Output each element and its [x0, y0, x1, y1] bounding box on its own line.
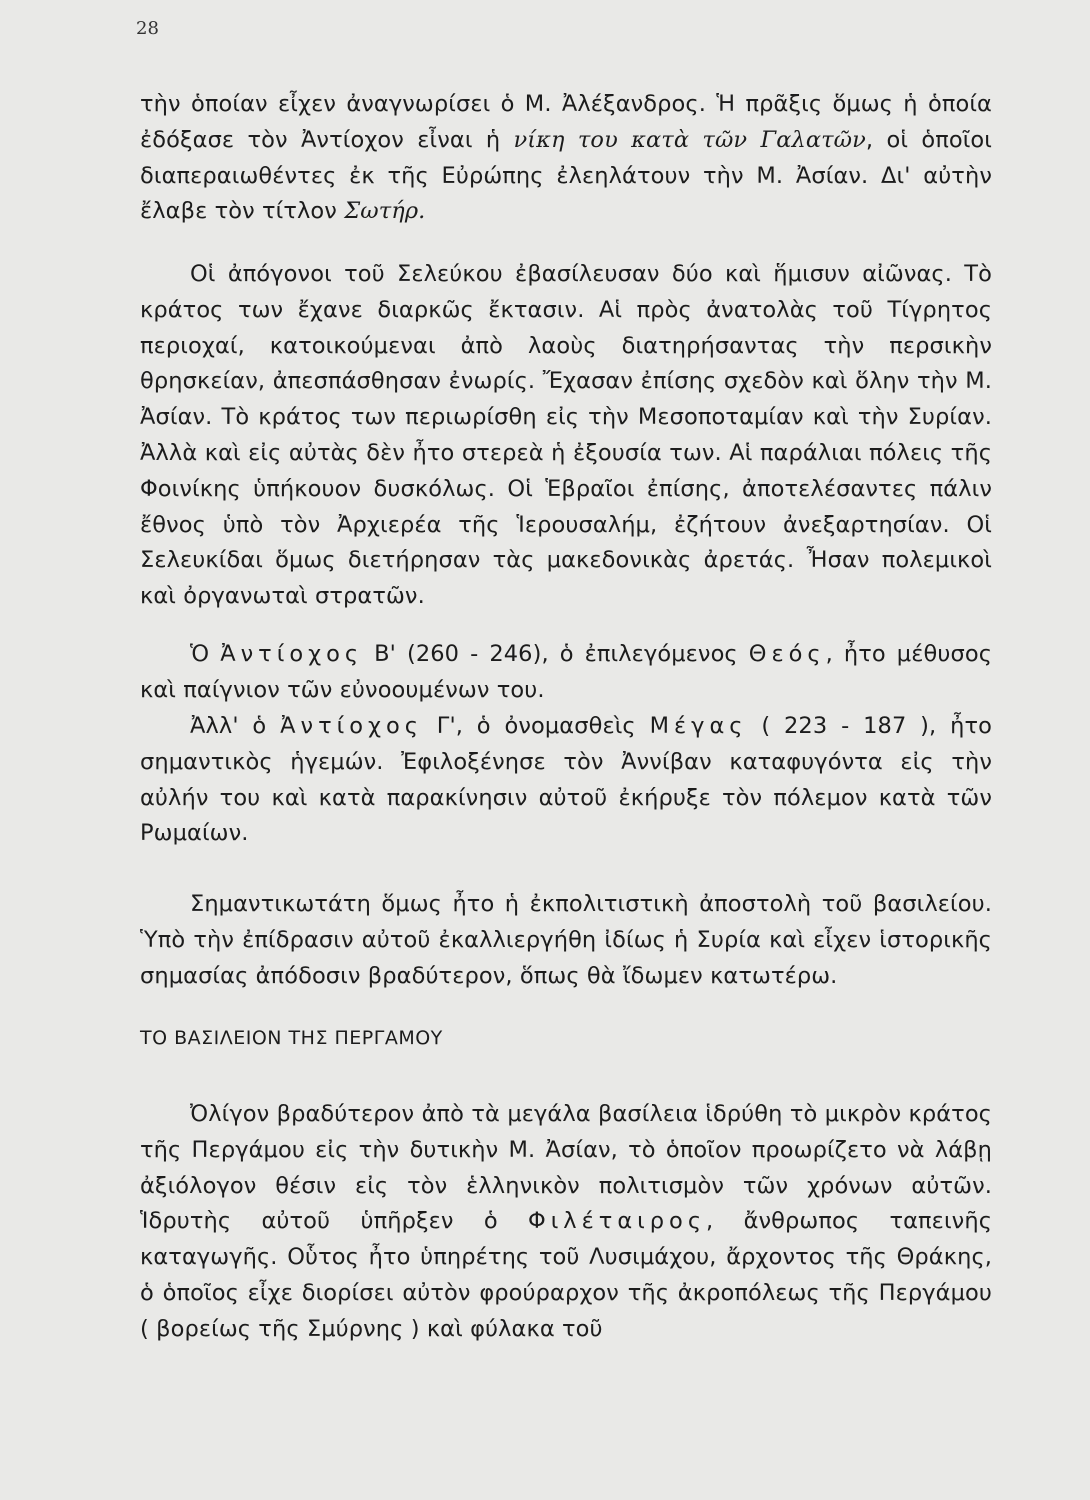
paragraph-6: Ὀλίγον βραδύτερον ἀπὸ τὰ μεγάλα βασίλεια ἱδρύθη τὸ μικρὸν κράτος τῆς Περγάμου εἰς τὴν δυτικὴν Μ. Ἀσίαν, τὸ ὁποῖον προωρίζετο νὰ λάβῃ ἀξιόλογον θέσιν εἰς τὸν ἑλληνικὸν πολιτισμὸν τῶν χρόνων αὐτῶν. Ἱδρυτὴς αὐτοῦ ὑπῆρξεν ὁ Φιλέταιρος, ἄνθρωπος ταπεινῆς καταγωγῆς. Οὗτος ἦτο ὑπηρέτης τοῦ Λυσιμάχου, ἄρχοντος τῆς Θράκης, ὁ ὁποῖος εἶχε διορίσει αὐτὸν φρούραρχον τῆς ἀκροπόλεως τῆς Περγάμου ( βορείως τῆς Σμύρνης ) καὶ φύλακα τοῦ: [140, 1101, 992, 1342]
emphasis-victory: νίκη του κατὰ τῶν Γαλατῶν: [513, 126, 866, 153]
paragraph-3: Ὁ Ἀντίοχος Β' (260 - 246), ὁ ἐπιλεγόμενος Θεός, ἦτο μέθυσος καὶ παίγνιον τῶν εὐνοουμένων του.: [140, 641, 992, 703]
emphasis-soter: Σωτήρ.: [344, 198, 426, 225]
paragraph-2: Οἱ ἀπόγονοι τοῦ Σελεύκου ἐβασίλευσαν δύο καὶ ἥμισυν αἰῶνας. Τὸ κράτος των ἔχανε διαρκῶς ἔκτασιν. Αἱ πρὸς ἀνατολὰς τοῦ Τίγρητος περιοχαί, κατοικούμεναι ἀπὸ λαοὺς διατηρήσαντας τὴν περσικὴν θρησκείαν, ἀπεσπάσθησαν ἐνωρίς. Ἔχασαν ἐπίσης σχεδὸν καὶ ὅλην τὴν Μ. Ἀσίαν. Τὸ κράτος των περιωρίσθη εἰς τὴν Μεσοποταμίαν καὶ τὴν Συρίαν. Ἀλλὰ καὶ εἰς αὐτὰς δὲν ἦτο στερεὰ ἡ ἐξουσία των. Αἱ παράλιαι πόλεις τῆς Φοινίκης ὑπήκουον δυσκόλως. Οἱ Ἑβραῖοι ἐπίσης, ἀποτελέσαντες πάλιν ἔθνος ὑπὸ τὸν Ἀρχιερέα τῆς Ἱερουσαλήμ, ἐζήτουν ἀνεξαρτησίαν. Οἱ Σελευκίδαι ὅμως διετήρησαν τὰς μακεδονικὰς ἀρετάς. Ἦσαν πολεμικοὶ καὶ ὀργανωταὶ στρατῶν.: [140, 261, 992, 610]
spaced-name-antiochus: Ἀντίοχος: [220, 641, 364, 667]
spaced-name-theos: Θεός: [748, 641, 826, 667]
page-number: 28: [136, 18, 159, 39]
spaced-name-antiochus-3: Ἀντίοχος: [280, 713, 423, 739]
section-heading: ΤΟ ΒΑΣΙΛΕΙΟΝ ΤΗΣ ΠΕΡΓΑΜΟΥ: [140, 1027, 443, 1049]
paragraph-5: Σημαντικωτάτη ὅμως ἦτο ἡ ἐκπολιτιστικὴ ἀποστολὴ τοῦ βασιλείου. Ὑπὸ τὴν ἐπίδρασιν αὐτοῦ ἐκαλλιεργήθη ἰδίως ἡ Συρία καὶ εἶχεν ἱστορικῆς σημασίας ἀπόδοσιν βραδύτερον, ὅπως θὰ ἴδωμεν κατωτέρω.: [140, 891, 992, 989]
spaced-name-megas: Μέγας: [649, 713, 748, 739]
paragraph-4: Ἀλλ' ὁ Ἀντίοχος Γ', ὁ ὀνομασθεὶς Μέγας ( 223 - 187 ), ἦτο σημαντικὸς ἡγεμών. Ἐφιλοξένησε τὸν Ἀννίβαν καταφυγόντα εἰς τὴν αὐλήν του καὶ κατὰ παρακίνησιν αὐτοῦ ἐκήρυξε τὸν πόλεμον κατὰ τῶν Ρωμαίων.: [140, 713, 993, 847]
paragraph-1: τὴν ὁποίαν εἶχεν ἀναγνωρίσει ὁ Μ. Ἀλέξανδρος. Ἡ πρᾶξις ὅμως ἡ ὁποία ἐδόξασε τὸν Ἀντίοχον εἶναι ἡ νίκη του κατὰ τῶν Γαλατῶν, οἱ ὁποῖοι διαπεραιωθέντες ἐκ τῆς Εὐρώπης ἐλεηλάτουν τὴν Μ. Ἀσίαν. Δι' αὐτὴν ἔλαβε τὸν τίτλον Σωτήρ.: [140, 91, 992, 225]
spaced-name-philetairos: Φιλέταιρος: [527, 1208, 707, 1235]
